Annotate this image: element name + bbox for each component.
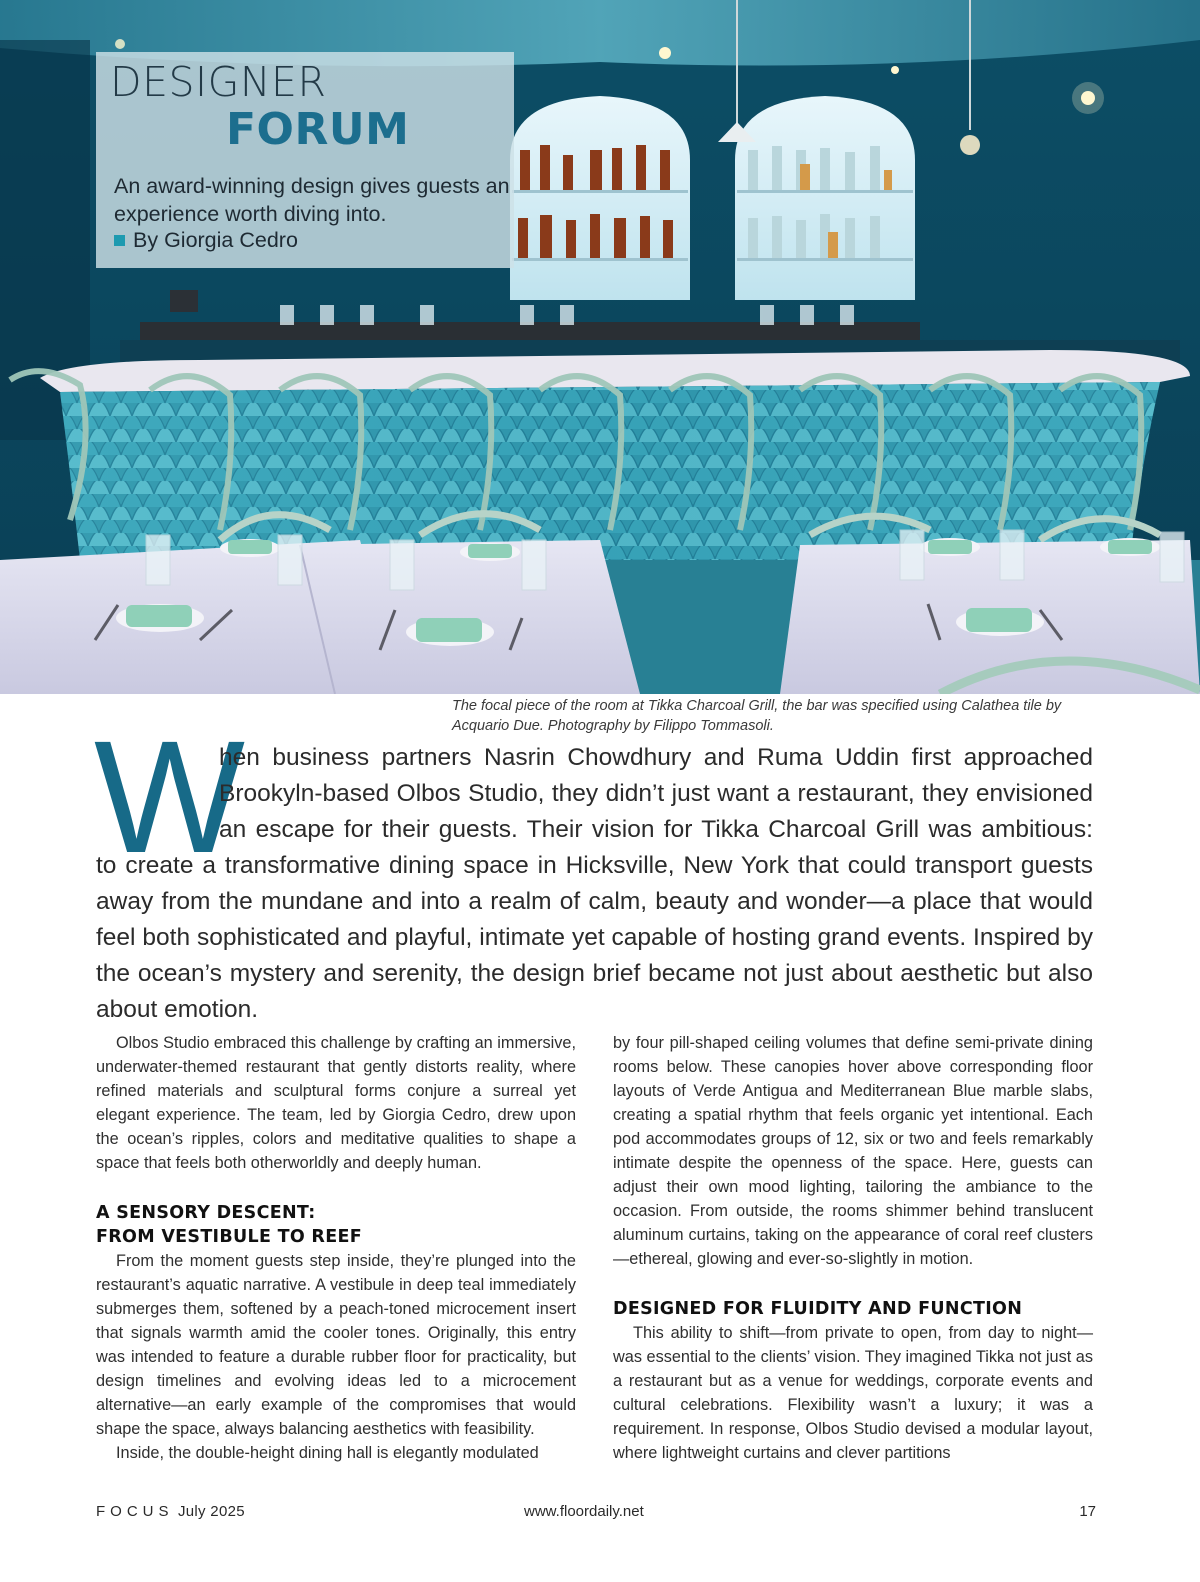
body-paragraph: This ability to shift—from private to open, from day to night—was essential to the clients’ vision. They imagined Tikka not just as a restaurant but as a venue for weddings, corporate events and cultural celebrations. Flexibility wasn’t a luxury; it was a requirement. In response, Olbos Studio devised a modular layout, where lightweight curtains and clever partitions	[613, 1324, 1093, 1462]
lead-line: an escape for their guests. Their vision for Tikka Charcoal Grill was ambitious:	[219, 816, 1093, 843]
title-block	[96, 52, 514, 268]
body-paragraph: Olbos Studio embraced this challenge by crafting an immersive, underwater-themed restaurant that gently distorts reality, where refined materials and sculptural forms conjure a surreal yet elegant experience. The team, led by Giorgia Cedro, drew upon the ocean’s ripples, colors and meditative qualities to shape a space that feels both otherworldly and deeply human.	[96, 1034, 576, 1172]
lead-line: feel both sophisticated and playful, intimate yet capable of hosting grand events. Inspired by	[96, 924, 1093, 951]
hero-photo	[0, 0, 1200, 694]
body-paragraph: by four pill-shaped ceiling volumes that define semi-private dining rooms below. These canopies hover above corresponding floor layouts of Verde Antigua and Mediterranean Blue marble slabs, creating a spatial rhythm that feels organic yet intentional. Each pod accommodates groups of 12, six or two and feels remarkably intimate despite the openness of the space. Here, guests can adjust their own mood lighting, tailoring the ambiance to the occasion. From outside, the rooms shimmer behind translucent aluminum curtains, taking on the appearance of coral reef clusters—ethereal, glowing and ever-so-slightly in motion.	[613, 1034, 1093, 1268]
byline	[114, 228, 298, 253]
square-bullet-icon	[114, 235, 125, 246]
issue-date: July 2025	[177, 1503, 245, 1520]
lead-line: the ocean’s mystery and serenity, the design brief became not just about aesthetic but also	[96, 960, 1093, 987]
lead-line: about emotion.	[96, 996, 259, 1023]
section-kicker: DESIGNER	[110, 58, 327, 106]
subhead: FROM VESTIBULE TO REEF	[96, 1227, 362, 1247]
publication-name: FOCUS	[96, 1503, 174, 1520]
footer-issue	[96, 1503, 245, 1520]
section-title: FORUM	[226, 104, 410, 155]
byline-text: By Giorgia Cedro	[133, 228, 298, 252]
body-column-left	[96, 1031, 576, 1465]
photo-caption: The focal piece of the room at Tikka Charcoal Grill, the bar was specified using Calathea tile by Acquario Due. Photography by Filippo Tommasoli.	[452, 698, 1062, 734]
lead-line: to create a transformative dining space in Hicksville, New York that could transport guests	[96, 852, 1093, 879]
body-paragraph: Inside, the double-height dining hall is elegantly modulated	[116, 1444, 539, 1462]
footer-url[interactable]: www.floordaily.net	[524, 1503, 644, 1520]
page-number: 17	[1079, 1503, 1096, 1520]
page-footer	[96, 1503, 1096, 1527]
drop-cap: W	[94, 707, 246, 886]
subhead: A SENSORY DESCENT:	[96, 1203, 316, 1223]
lead-line: Brookyln-based Olbos Studio, they didn’t just want a restaurant, they envisioned	[219, 780, 1093, 807]
subhead: DESIGNED FOR FLUIDITY AND FUNCTION	[613, 1299, 1023, 1319]
lead-line: hen business partners Nasrin Chowdhury and Ruma Uddin first approached	[219, 744, 1093, 771]
lead-line: away from the mundane and into a realm of calm, beauty and wonder—a place that would	[96, 888, 1093, 915]
article-deck: An award-winning design gives guests an experience worth diving into.	[114, 174, 510, 226]
body-column-right	[613, 1031, 1093, 1465]
body-paragraph: From the moment guests step inside, they’re plunged into the restaurant’s aquatic narrative. A vestibule in deep teal immediately submerges them, softened by a peach-toned microcement insert that signals warmth amid the cooler tones. Originally, this entry was intended to feature a durable rubber floor for practicality, but design timelines and evolving ideas led to a microcement alternative—an early example of the compromises that would shape the space, always balancing aesthetics with feasibility.	[96, 1252, 576, 1438]
